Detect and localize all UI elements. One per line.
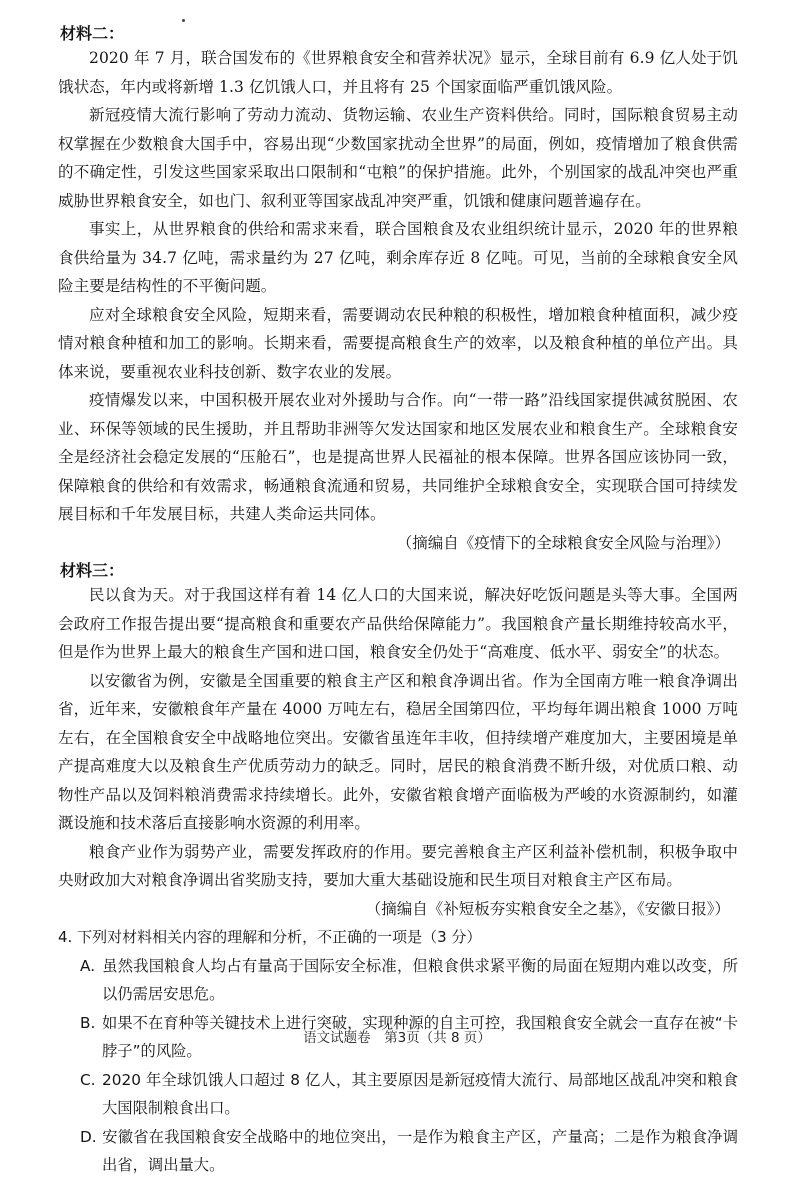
question-4-option-a[interactable]: [58, 952, 738, 1009]
option-text: 如果不在育种等关键技术上进行突破，实现种源的自主可控，我国粮食安全就会一直存在被“卡脖子”的风险。: [102, 1013, 738, 1060]
material3-paragraph-1: 民以食为天。对于我国这样有着 14 亿人口的大国来说，解决好吃饭问题是头等大事。全国两会政府工作报告提出要“提高粮食和重要农产品供给保障能力”。我国粮食产量长期维持较高水平，但是作为世界上最大的粮食生产国和进口国，粮食安全仍处于“高难度、低水平、弱安全”的状态。: [58, 586, 738, 661]
material2-paragraph-2: 新冠疫情大流行影响了劳动力流动、货物运输、农业生产资料供给。同时，国际粮食贸易主动权掌握在少数粮食大国手中，容易出现“少数国家扰动全世界”的局面，例如，疫情增加了粮食供需的不确定性，引发这些国家采取出口限制和“屯粮”的保护措施。此外，个别国家的战乱冲突也严重威胁世界粮食安全，如也门、叙利亚等国家战乱冲突严重，饥饿和健康问题普遍存在。: [58, 106, 738, 210]
material3-heading: 材料三：: [60, 561, 125, 580]
material3-paragraph-3: 粮食产业作为弱势产业，需要发挥政府的作用。要完善粮食主产区利益补偿机制，积极争取中央财政加大对粮食净调出省奖励支持，要加大重大基础设施和民生项目对粮食主产区布局。: [58, 842, 738, 889]
option-text: 安徽省在我国粮食安全战略中的地位突出，一是作为粮食主产区，产量高；二是作为粮食净调出省，调出量大。: [102, 1127, 738, 1174]
page-content: [58, 20, 738, 1180]
option-text: 2020 年全球饥饿人口超过 8 亿人，其主要原因是新冠疫情大流行、局部地区战乱冲突和粮食大国限制粮食出口。: [102, 1070, 738, 1117]
question-4-stem: 4. 下列对材料相关内容的理解和分析，不正确的一项是（3 分）: [58, 928, 482, 946]
material2-heading: 材料二：: [60, 24, 125, 43]
material3-paragraph-2: 以安徽省为例，安徽是全国重要的粮食主产区和粮食净调出省。作为全国南方唯一粮食净调出省，近年来，安徽粮食年产量在 4000 万吨左右，稳居全国第四位，平均每年调出粮食 1000 万吨左右，在全国粮食安全中战略地位突出。安徽省虽连年丰收，但持续增产难度加大，主要困境是单产提高难度大以及粮食生产优质劳动力的缺乏。同时，居民的粮食消费不断升级，对优质口粮、动物性产品以及饲料粮消费需求持续增长。此外，安徽省粮食增产面临极为严峻的水资源制约，如灌溉设施和技术落后直接影响水资源的利用率。: [58, 671, 738, 832]
question-4-option-c[interactable]: [58, 1066, 738, 1123]
material2-paragraph-1: 2020 年 7 月，联合国发布的《世界粮食安全和营养状况》显示，全球目前有 6.9 亿人处于饥饿状态，年内或将新增 1.3 亿饥饿人口，并且将有 25 个国家面临严重饥饿风险。: [58, 49, 738, 96]
material2-paragraph-4: 应对全球粮食安全风险，短期来看，需要调动农民种粮的积极性，增加粮食种植面积，减少疫情对粮食种植和加工的影响。长期来看，需要提高粮食生产的效率，以及粮食种植的单位产出。具体来说，要重视农业科技创新、数字农业的发展。: [58, 305, 738, 381]
material2-source: （摘编自《疫情下的全球粮食安全风险与治理》）: [396, 533, 730, 552]
material2-paragraph-5: 疫情爆发以来，中国积极开展农业对外援助与合作。向“一带一路”沿线国家提供减贫脱困、农业、环保等领域的民生援助，并且帮助非洲等欠发达国家和地区发展农业和粮食生产。全球粮食安全是经济社会稳定发展的“压舱石”，也是提高世界人民福祉的根本保障。世界各国应该协同一致，保障粮食的供给和有效需求，畅通粮食流通和贸易，共同维护全球粮食安全，实现联合国可持续发展目标和千年发展目标，共建人类命运共同体。: [58, 391, 738, 523]
option-label: C.: [80, 1070, 96, 1089]
option-label: B.: [80, 1013, 96, 1032]
option-label: D.: [80, 1127, 97, 1146]
page-footer: 语文试题卷 第3页（共 8 页）: [303, 1030, 491, 1046]
material2-paragraph-3: 事实上，从世界粮食的供给和需求来看，联合国粮食及农业组织统计显示，2020 年的世界粮食供给量为 34.7 亿吨，需求量约为 27 亿吨，剩余库存近 8 亿吨。可见，当前的全球粮食安全风险主要是结构性的不平衡问题。: [58, 220, 738, 295]
material3-source: （摘编自《补短板夯实粮食安全之基》，《安徽日报》）: [365, 899, 730, 918]
question-4-option-d[interactable]: [58, 1123, 738, 1180]
option-text: 虽然我国粮食人均占有量高于国际安全标准，但粮食供求紧平衡的局面在短期内难以改变，所以仍需居安思危。: [102, 956, 738, 1003]
option-label: A.: [80, 956, 96, 975]
